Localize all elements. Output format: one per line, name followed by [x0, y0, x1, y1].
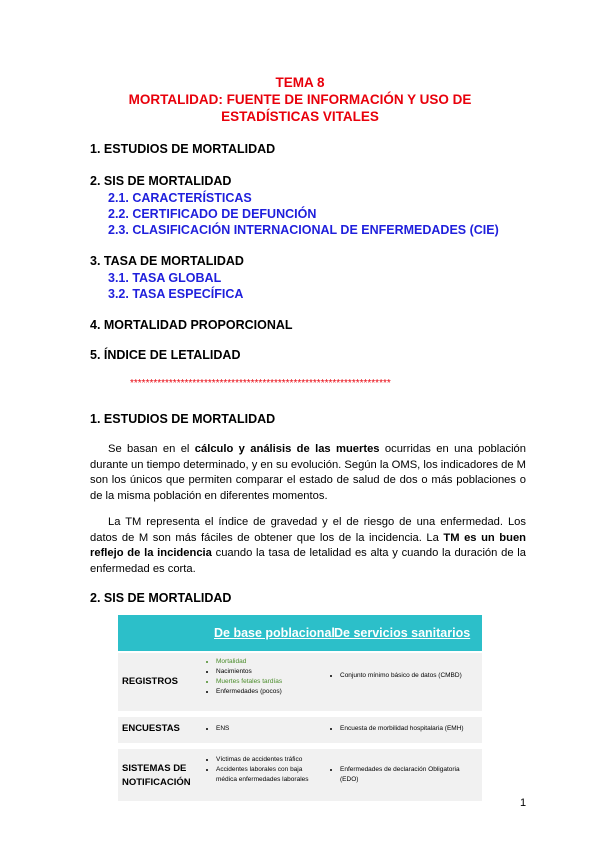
doc-title-line2: ESTADÍSTICAS VITALES — [221, 109, 379, 124]
sistemas-col1 — [206, 755, 324, 785]
table-header — [118, 615, 482, 651]
section-1-heading: 1. ESTUDIOS DE MORTALIDAD — [90, 412, 276, 426]
row-label-sistemas — [122, 762, 191, 790]
toc-item-5: 5. ÍNDICE DE LETALIDAD — [90, 348, 241, 362]
toc-sub-3-1: 3.1. TASA GLOBAL — [108, 271, 222, 285]
separator-stars: ******************************************************************* — [130, 378, 391, 389]
registros-col2 — [330, 671, 480, 681]
p1-text-bold: cálculo y análisis de las muertes — [194, 443, 380, 455]
list-item: • Accidentes laborales con baja médica enfermedades laborales — [216, 765, 324, 785]
p1-text-a: Se basan en el — [108, 443, 195, 455]
p1-text-c: ocurridas en una población durante un tiempo determinado, y en su evolución. Según la OMS, los indicadores de M son los únicos que permiten comparar el estado de salud de dos o más poblaciones o de la misma población en diferentes momentos. — [90, 443, 526, 502]
list-item: • Encuesta de morbilidad hospitalaria (EMH) — [340, 724, 480, 734]
section-2-heading: 2. SIS DE MORTALIDAD — [90, 591, 232, 605]
row-label-sistemas-line1: SISTEMAS DE — [122, 763, 187, 774]
toc-item-4: 4. MORTALIDAD PROPORCIONAL — [90, 318, 293, 332]
sistemas-col2 — [330, 765, 470, 785]
table-row-sistemas — [118, 743, 482, 801]
table-col2-header: De servicios sanitarios — [334, 626, 471, 640]
toc-sub-2-3: 2.3. CLASIFICACIÓN INTERNACIONAL DE ENFERMEDADES (CIE) — [108, 223, 499, 237]
table-row-encuestas — [118, 711, 482, 743]
p2-text-a: La TM representa el índice de gravedad y el de riesgo de una enfermedad. Los datos de M son más fáciles de obtener que los de la incidencia. La — [90, 516, 526, 544]
tema-label: TEMA 8 — [275, 75, 325, 90]
toc-item-1: 1. ESTUDIOS DE MORTALIDAD — [90, 142, 276, 156]
registros-col1 — [206, 657, 326, 697]
p2-text-bold: TM es un buen reflejo de la incidencia — [90, 531, 526, 559]
table-col1-header: De base poblacional — [214, 626, 335, 640]
list-item: • Muertes fetales tardías — [216, 677, 326, 687]
encuestas-col2 — [330, 724, 480, 734]
encuestas-col1 — [206, 724, 326, 734]
page-number: 1 — [520, 797, 527, 809]
row-label-encuestas: ENCUESTAS — [122, 723, 180, 734]
section-1-paragraph-2 — [90, 515, 526, 577]
doc-title-line1: MORTALIDAD: FUENTE DE INFORMACIÓN Y USO DE — [128, 92, 472, 107]
row-label-sistemas-line2: NOTIFICACIÓN — [122, 777, 191, 788]
row-label-registros: REGISTROS — [122, 676, 178, 687]
toc-sub-2-2: 2.2. CERTIFICADO DE DEFUNCIÓN — [108, 207, 317, 221]
list-item: • ENS — [216, 724, 326, 734]
list-item: • Mortalidad — [216, 657, 326, 667]
list-item: • Nacimientos — [216, 667, 326, 677]
section-1-paragraph-1 — [90, 442, 526, 504]
p2-text-c: cuando la tasa de letalidad es alta y cuando la duración de la enfermedad es corta. — [90, 547, 526, 575]
list-item: • Conjunto mínimo básico de datos (CMBD) — [340, 671, 480, 681]
list-item: • Enfermedades de declaración Obligatoria (EDO) — [340, 765, 470, 785]
table-row-registros — [118, 651, 482, 711]
toc-item-3: 3. TASA DE MORTALIDAD — [90, 254, 244, 268]
list-item: • Enfermedades (pocos) — [216, 687, 326, 697]
toc-item-2: 2. SIS DE MORTALIDAD — [90, 174, 232, 188]
sis-table — [118, 615, 482, 801]
toc-sub-3-2: 3.2. TASA ESPECÍFICA — [108, 287, 244, 301]
list-item: • Víctimas de accidentes tráfico — [216, 755, 324, 765]
toc-sub-2-1: 2.1. CARACTERÍSTICAS — [108, 191, 252, 205]
